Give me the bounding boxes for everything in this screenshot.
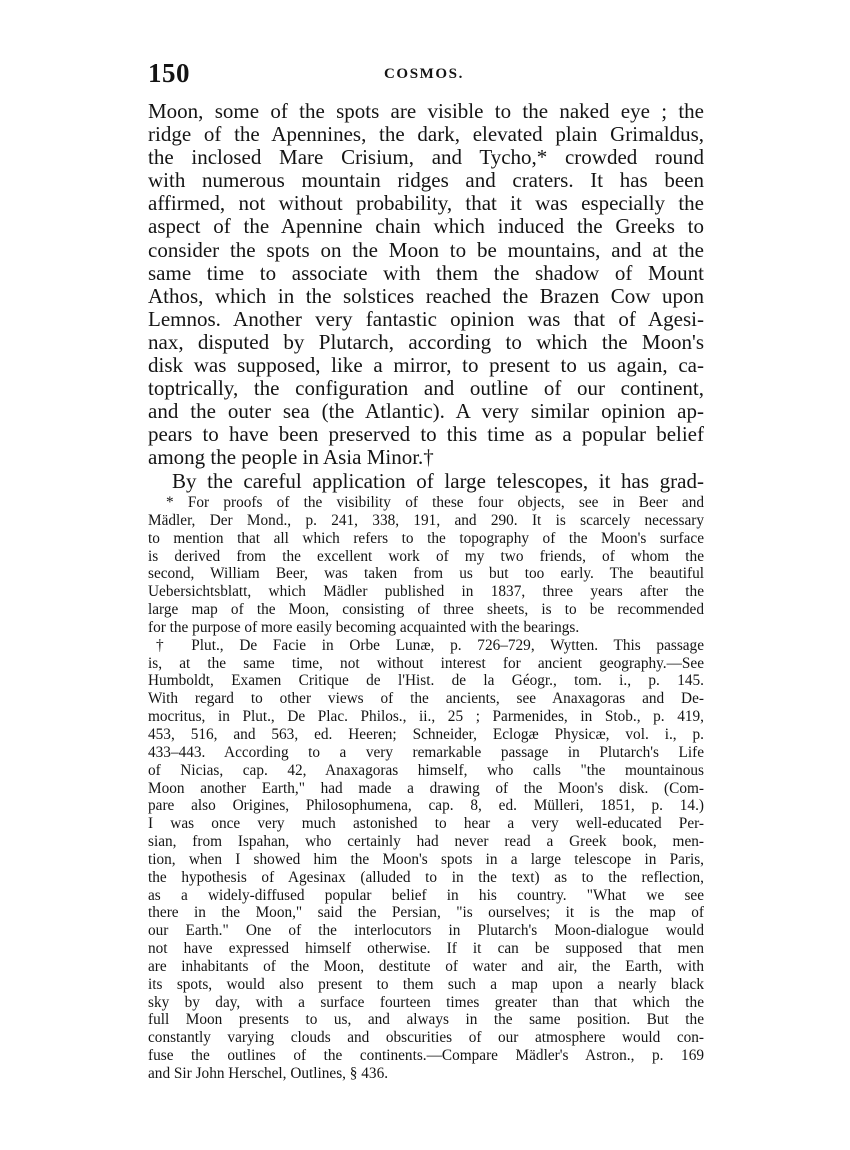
footnote-line: mocritus, in Plut., De Plac. Philos., ii., 25 ; Parmenides, in Stob., p. 419, <box>148 708 704 726</box>
main-text-line: aspect of the Apennine chain which induced the Greeks to <box>148 214 704 239</box>
main-text-line: disk was supposed, like a mirror, to present to us again, ca- <box>148 353 704 378</box>
footnote-line: are inhabitants of the Moon, destitute of water and air, the Earth, with <box>148 957 704 975</box>
footnote-line: full Moon presents to us, and always in the same position. But the <box>148 1011 704 1029</box>
footnote-line: large map of the Moon, consisting of three sheets, is to be recommended <box>148 601 704 619</box>
main-text-line: affirmed, not without probability, that it was especially the <box>148 191 704 216</box>
footnote-line: fuse the outlines of the continents.—Compare Mädler's Astron., p. 169 <box>148 1047 704 1065</box>
main-text-line: same time to associate with them the shadow of Mount <box>148 260 704 285</box>
footnote-line: its spots, would also present to them such a map upon a nearly black <box>148 975 704 993</box>
footnote-line: there in the Moon," said the Persian, "is ourselves; it is the map of <box>148 904 704 922</box>
main-text-line: the inclosed Mare Crisium, and Tycho,* crowded round <box>148 145 704 170</box>
main-text-line: Athos, which in the solstices reached the Brazen Cow upon <box>148 283 704 308</box>
main-text-line: with numerous mountain ridges and craters. It has been <box>148 168 704 193</box>
footnote-line: constantly varying clouds and obscurities of our atmosphere would con- <box>148 1029 704 1047</box>
page-header <box>148 58 704 92</box>
main-text-line: consider the spots on the Moon to be mountains, and at the <box>148 237 704 262</box>
footnote-line: tion, when I showed him the Moon's spots in a large telescope in Paris, <box>148 850 704 868</box>
footnote-line: 453, 516, and 563, ed. Heeren; Schneider, Eclogæ Physicæ, vol. i., p. <box>148 725 704 743</box>
footnote-line: pare also Origines, Philosophumena, cap. 8, ed. Mülleri, 1851, p. 14.) <box>148 797 704 815</box>
footnote-line: our Earth." One of the interlocutors in Plutarch's Moon-dialogue would <box>148 922 704 940</box>
footnote-line: sky by day, with a surface fourteen times greater than that which the <box>148 993 704 1011</box>
main-text-line: nax, disputed by Plutarch, according to which the Moon's <box>148 329 704 354</box>
footnote-line: to mention that all which refers to the topography of the Moon's surface <box>148 529 704 547</box>
footnote-line: not have expressed himself otherwise. If it can be supposed that men <box>148 940 704 958</box>
footnote-line: is derived from the excellent work of my two friends, of whom the <box>148 547 704 565</box>
main-text-line: Moon, some of the spots are visible to the naked eye ; the <box>148 99 704 123</box>
footnote-line: is, at the same time, not without interest for ancient geography.—See <box>148 654 704 672</box>
main-text-line: toptrically, the configuration and outline of our continent, <box>148 376 704 401</box>
main-text-line: Lemnos. Another very fantastic opinion was that of Agesi- <box>148 306 704 331</box>
footnote-line: second, William Beer, was taken from us but too early. The beautiful <box>148 565 704 583</box>
footnote-line: I was once very much astonished to hear a very well-educated Per- <box>148 815 704 833</box>
footnote-line: 433–443. According to a very remarkable passage in Plutarch's Life <box>148 743 704 761</box>
footnote-line: * For proofs of the visibility of these four objects, see in Beer and <box>166 494 704 511</box>
footnote-line: for the purpose of more easily becoming acquainted with the bearings. <box>148 618 580 636</box>
main-text-line: By the careful application of large telescopes, it has grad- <box>172 468 704 493</box>
footnote-line: Humboldt, Examen Critique de l'Hist. de la Géogr., tom. i., p. 145. <box>148 672 704 690</box>
main-text-line: and the outer sea (the Atlantic). A very similar opinion ap- <box>148 399 704 424</box>
footnote-line: With regard to other views of the ancients, see Anaxagoras and De- <box>148 690 704 708</box>
page-number: 150 <box>148 58 190 88</box>
footnote-line: Mädler, Der Mond., p. 241, 338, 191, and 290. It is scarcely necessary <box>148 511 704 529</box>
footnote-line: the hypothesis of Agesinax (alluded to in the text) as to the reflection, <box>148 868 704 886</box>
footnote-line: sian, from Ispahan, who certainly had never read a Greek book, men- <box>148 833 704 851</box>
footnote-line: † Plut., De Facie in Orbe Lunæ, p. 726–729, Wytten. This passage <box>156 636 704 654</box>
footnote-line: as a widely-diffused popular belief in his country. "What we see <box>148 886 704 904</box>
footnote-line: Moon another Earth," had made a drawing of the Moon's disk. (Com- <box>148 779 704 797</box>
main-text-line: among the people in Asia Minor.† <box>148 445 434 470</box>
main-text-line: ridge of the Apennines, the dark, elevated plain Grimaldus, <box>148 122 704 147</box>
running-head: COSMOS. <box>384 66 464 82</box>
footnote-line: of Nicias, cap. 42, Anaxagoras himself, who calls "the mountainous <box>148 761 704 779</box>
main-text <box>148 100 704 493</box>
footnotes <box>148 494 704 1083</box>
footnote-line: and Sir John Herschel, Outlines, § 436. <box>148 1065 389 1082</box>
footnote-line: Uebersichtsblatt, which Mädler published in 1837, three years after the <box>148 583 704 601</box>
main-text-line: pears to have been preserved to this time as a popular belief <box>148 422 704 447</box>
